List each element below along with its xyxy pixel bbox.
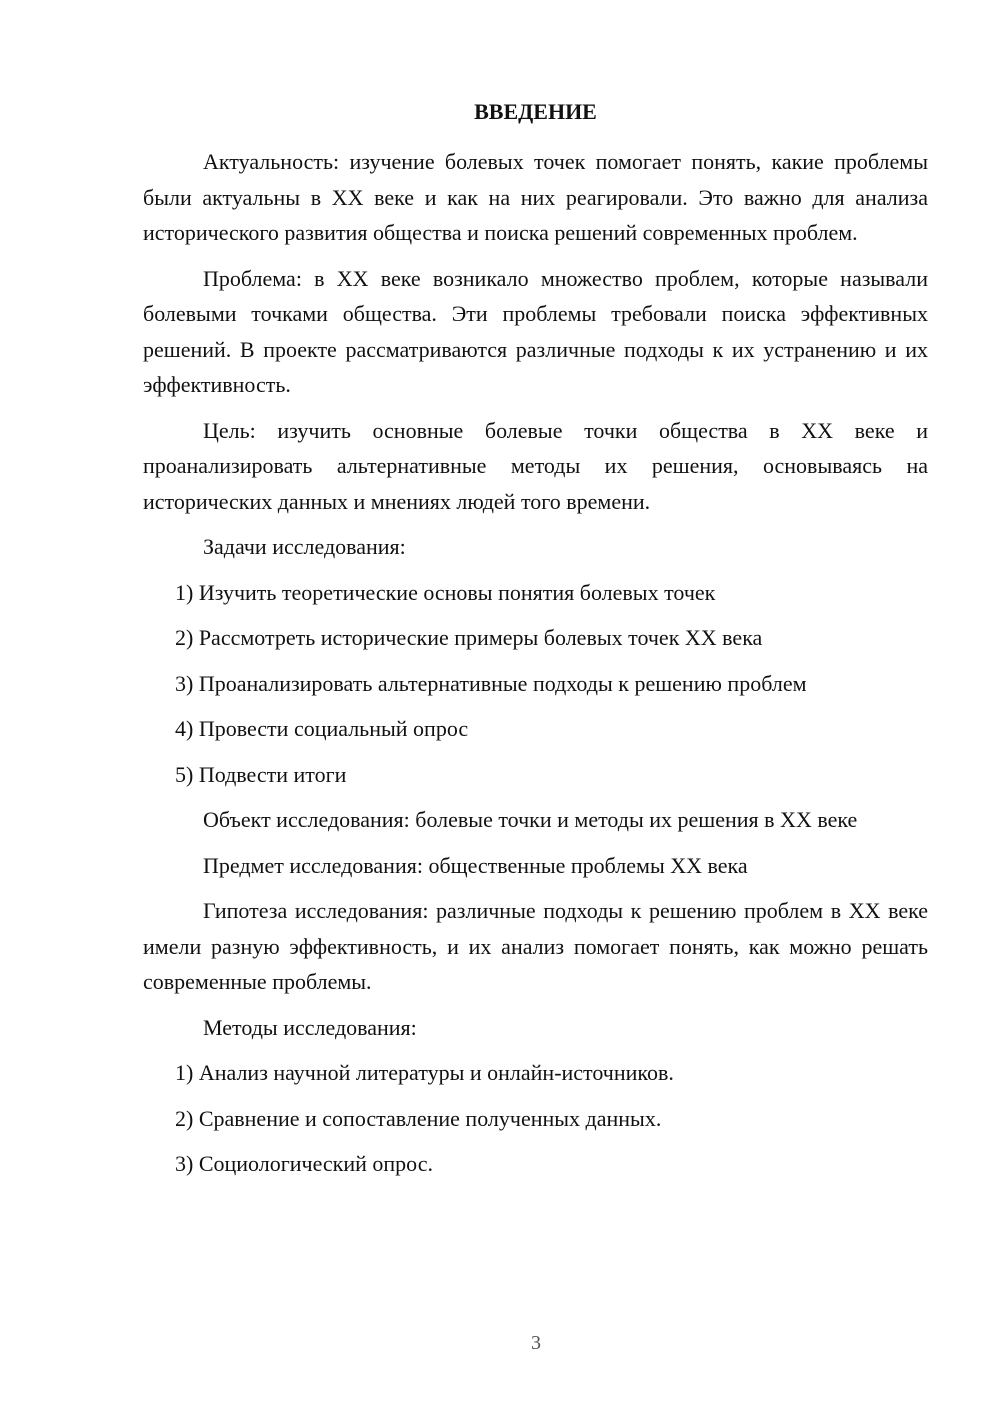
hypothesis-paragraph: Гипотеза исследования: различные подходы к решению проблем в XX веке имели разную эффективность, и их анализ помогает понять, как можно решать современные проблемы. (143, 898, 928, 994)
method-item: 1) Анализ научной литературы и онлайн-источников. (175, 1060, 674, 1085)
method-item: 2) Сравнение и сопоставление полученных данных. (175, 1105, 662, 1131)
page-number: 3 (531, 1332, 541, 1354)
document-page (143, 96, 928, 1192)
relevance-paragraph: Актуальность: изучение болевых точек помогает понять, какие проблемы были актуальны в XX веке и как на них реагировали. Это важно для анализа исторического развития общества и поиска решений современных проблем. (143, 149, 928, 245)
method-item: 3) Социологический опрос. (175, 1151, 433, 1176)
methods-title: Методы исследования: (203, 1014, 417, 1040)
task-item: 1) Изучить теоретические основы понятия болевых точек (175, 579, 716, 605)
problem-paragraph: Проблема: в XX веке возникало множество проблем, которые называли болевыми точками общества. Эти проблемы требовали поиска эффективных решений. В проекте рассматриваются различные подходы к их устранению и их эффективность. (143, 265, 928, 397)
task-item: 3) Проанализировать альтернативные подходы к решению проблем (175, 670, 807, 696)
object-paragraph: Объект исследования: болевые точки и методы их решения в XX веке (203, 807, 858, 832)
section-heading: ВВЕДЕНИЕ (474, 99, 597, 124)
task-item: 4) Провести социальный опрос (175, 716, 469, 741)
task-item: 5) Подвести итоги (175, 761, 347, 787)
subject-paragraph: Предмет исследования: общественные проблемы XX века (203, 852, 748, 878)
goal-paragraph: Цель: изучить основные болевые точки общества в XX веке и проанализировать альтернативные методы их решения, основываясь на исторических данных и мнениях людей того времени. (143, 417, 928, 514)
task-item: 2) Рассмотреть исторические примеры болевых точек XX века (175, 625, 763, 650)
tasks-title: Задачи исследования: (203, 534, 406, 559)
